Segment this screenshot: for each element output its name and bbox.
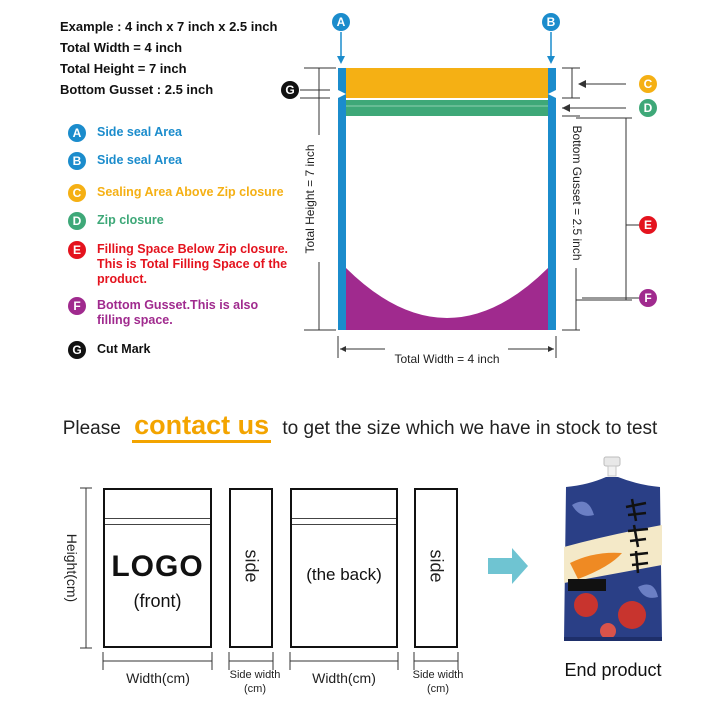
side-seal-a <box>338 68 346 330</box>
top-seal-area <box>346 68 548 98</box>
side-width-label-1 <box>226 668 284 696</box>
spec-example: Example : 4 inch x 7 inch x 2.5 inch <box>60 19 278 34</box>
panel-front <box>103 488 212 648</box>
legend-text-g: Cut Mark <box>97 342 151 356</box>
front-text: (front) <box>133 591 182 611</box>
panel-front-seam-2 <box>105 524 210 525</box>
side-text-2: side <box>426 549 447 583</box>
legend-badge-e: E <box>68 241 86 259</box>
contact-us-link[interactable]: contact us <box>132 410 271 443</box>
panel-back <box>290 488 398 648</box>
legend-text-a: Side seal Area <box>97 125 183 139</box>
diagram-badge-e: E <box>639 216 657 234</box>
width-arrow-left <box>340 346 346 352</box>
arrow-right-icon <box>488 548 528 584</box>
total-width-label: Total Width = 4 inch <box>394 352 500 366</box>
total-height-label: Total Height = 7 inch <box>303 144 317 254</box>
d-pointer-head <box>562 104 570 112</box>
legend-badge-c: C <box>68 184 86 202</box>
contact-suffix: to get the size which we have in stock to test <box>282 418 658 439</box>
arrow-a-head <box>337 56 345 64</box>
fruit-icon-3 <box>600 623 616 639</box>
width-arrow-right <box>548 346 554 352</box>
end-product-label: End product <box>564 660 662 680</box>
arrow-b-head <box>547 56 555 64</box>
bottom-gusset-label: Bottom Gusset = 2.5 inch <box>570 125 584 261</box>
legend-badge-d: D <box>68 212 86 230</box>
spout-cap <box>604 457 620 466</box>
panel-side-1 <box>229 488 273 648</box>
end-product-pouch <box>548 455 678 650</box>
height-cm-label: Height(cm) <box>64 533 80 603</box>
spec-total-width: Total Width = 4 inch <box>60 40 183 55</box>
contact-prefix: Please <box>62 418 121 439</box>
width-cm-label-1: Width(cm) <box>126 670 190 686</box>
diagram-badge-b: B <box>542 13 560 31</box>
fruit-icon-1 <box>574 593 598 617</box>
diagram-badge-d: D <box>639 99 657 117</box>
fruit-icon-2 <box>618 601 646 629</box>
panel-side-2 <box>414 488 458 648</box>
legend-text-f: Bottom Gusset.This is also filling space. <box>97 298 259 327</box>
legend-text-e: Filling Space Below Zip closure. This is Total Filling Space of the product. <box>97 242 289 286</box>
logo-text: LOGO <box>111 550 204 583</box>
legend-badge-a: A <box>68 124 86 142</box>
side-width-label-1-line2: (cm) <box>244 683 266 695</box>
c-pointer-head <box>578 80 586 88</box>
panel-back-seam-2 <box>292 524 396 525</box>
panel-front-seam-1 <box>105 518 210 519</box>
legend-badge-g: G <box>68 341 86 359</box>
spec-total-height: Total Height = 7 inch <box>60 61 187 76</box>
side-width-label-2 <box>409 668 467 696</box>
legend-text-b: Side seal Area <box>97 153 183 167</box>
side-seal-b <box>548 68 556 330</box>
legend-text-d: Zip closure <box>97 213 164 227</box>
diagram-badge-f: F <box>639 289 657 307</box>
legend-text-c: Sealing Area Above Zip closure <box>97 185 284 199</box>
contact-row <box>0 410 720 441</box>
spec-bottom-gusset: Bottom Gusset : 2.5 inch <box>60 82 214 97</box>
diagram-badge-a: A <box>332 13 350 31</box>
legend-badge-b: B <box>68 152 86 170</box>
side-width-label-1-line1: Side width <box>229 669 281 681</box>
diagram-badge-c: C <box>639 75 657 93</box>
brand-label-box <box>568 579 606 591</box>
width-cm-label-2: Width(cm) <box>312 670 376 686</box>
legend-badge-f: F <box>68 297 86 315</box>
side-text-1: side <box>241 549 262 583</box>
panel-back-seam-1 <box>292 518 396 519</box>
spout-neck <box>608 466 616 476</box>
pouch-bottom-seal <box>564 637 662 641</box>
diagram-badge-g: G <box>281 81 299 99</box>
side-width-label-2-line2: (cm) <box>427 683 449 695</box>
zip-closure <box>338 100 556 116</box>
side-width-label-2-line1: Side width <box>412 669 464 681</box>
back-text: (the back) <box>306 565 382 584</box>
